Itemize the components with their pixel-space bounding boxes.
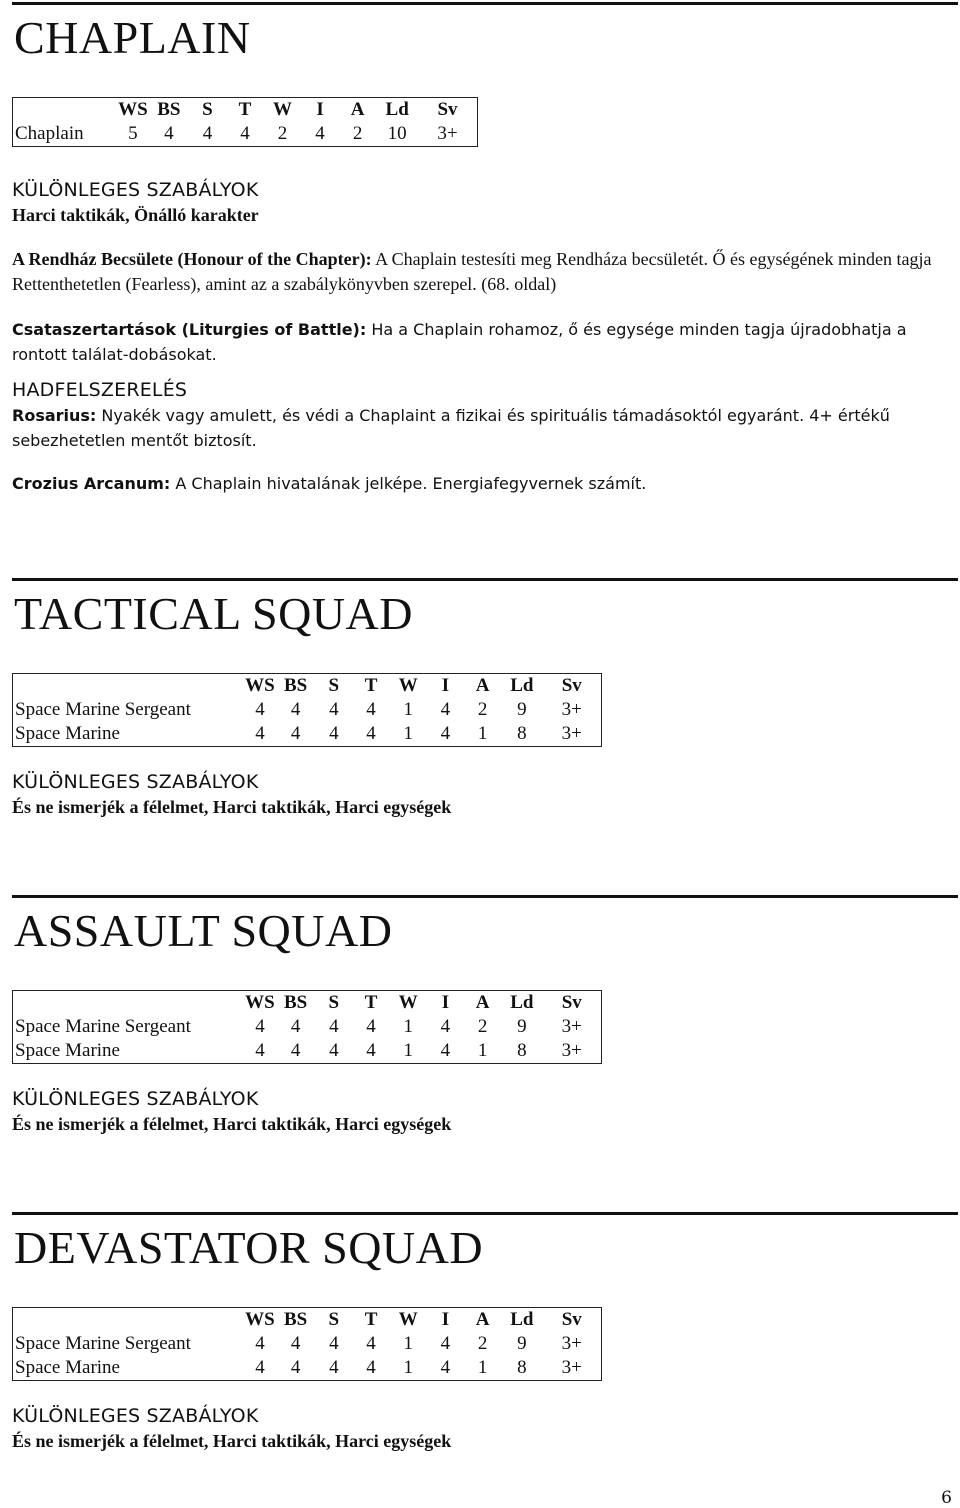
stat-w: 1 xyxy=(403,1040,413,1061)
stat-header-row xyxy=(13,1308,602,1333)
stat-s: 4 xyxy=(329,1333,339,1354)
stat-header-sv: Sv xyxy=(561,675,582,696)
stat-bs: 4 xyxy=(290,1040,301,1061)
unit-name: Space Marine Sergeant xyxy=(15,1333,191,1354)
stat-header-ld: Ld xyxy=(385,99,409,120)
stat-a: 2 xyxy=(352,123,363,144)
stat-header-bs: BS xyxy=(283,1309,308,1330)
stat-sv: 3+ xyxy=(561,1357,582,1378)
rosarius-rule xyxy=(12,403,958,453)
stat-ld: 8 xyxy=(517,1040,527,1061)
stat-s: 4 xyxy=(329,723,339,744)
table-row xyxy=(13,722,602,747)
special-rules-list: Harci taktikák, Önálló karakter xyxy=(12,205,259,225)
stat-header-ld: Ld xyxy=(510,675,534,696)
stat-w: 1 xyxy=(403,723,413,744)
rule-text: Nyakék vagy amulett, és védi a Chaplaint a fizikai és spirituális támadásoktól egyaránt. 4+ értékű sebezhetetlen mentőt biztosít. xyxy=(12,406,890,450)
stat-a: 2 xyxy=(477,1016,488,1037)
stat-header-a: A xyxy=(475,1309,490,1330)
stat-header-bs: BS xyxy=(157,99,181,120)
stat-header-i: I xyxy=(441,675,450,696)
stat-s: 4 xyxy=(329,699,339,720)
stat-t: 4 xyxy=(366,1333,376,1354)
stat-header-ws: WS xyxy=(245,992,275,1013)
stat-s: 4 xyxy=(329,1357,339,1378)
stat-header-w: W xyxy=(398,1309,418,1330)
stat-sv: 3+ xyxy=(561,1333,582,1354)
stat-header-sv: Sv xyxy=(437,99,458,120)
rule-text: Ha a Chaplain rohamoz, ő és egysége minden tagja újradobhatja a rontott találat-dobásokat. xyxy=(12,320,907,364)
stat-bs: 4 xyxy=(290,1016,301,1037)
stat-header-t: T xyxy=(364,992,378,1013)
stat-header-s: S xyxy=(328,1309,340,1330)
stat-header-bs: BS xyxy=(283,992,308,1013)
stat-t: 4 xyxy=(366,699,376,720)
stat-sv: 3+ xyxy=(561,1016,582,1037)
special-rules-heading: KÜLÖNLEGES SZABÁLYOK xyxy=(12,1088,259,1110)
table-row xyxy=(13,698,602,722)
liturgies-rule xyxy=(12,317,958,367)
stat-ld: 8 xyxy=(517,723,527,744)
unit-name: Space Marine xyxy=(15,1357,120,1378)
stat-w: 1 xyxy=(403,1357,413,1378)
stat-i: 4 xyxy=(440,699,451,720)
stat-a: 1 xyxy=(477,1357,488,1378)
stat-header-i: I xyxy=(441,992,450,1013)
stat-table xyxy=(12,1307,602,1381)
rule-text: A Chaplain testesíti meg Rendháza becsületét. Ő és egységének minden tagja Rettenthetetlen (Fearless), amint az a szabálykönyvben szerepel. (68. oldal) xyxy=(12,249,932,294)
stat-header-a: A xyxy=(475,992,490,1013)
stat-a: 1 xyxy=(477,1040,488,1061)
table-row xyxy=(13,1332,602,1356)
unit-name: Space Marine Sergeant xyxy=(15,699,191,720)
stat-header-t: T xyxy=(238,99,252,120)
unit-name: Space Marine Sergeant xyxy=(15,1016,191,1037)
stat-header-sv: Sv xyxy=(561,1309,582,1330)
special-rules-list: És ne ismerjék a félelmet, Harci taktikák, Harci egységek xyxy=(12,1431,452,1451)
special-rules-heading: KÜLÖNLEGES SZABÁLYOK xyxy=(12,771,259,793)
stat-header-a: A xyxy=(475,675,490,696)
stat-t: 4 xyxy=(366,1040,376,1061)
stat-header-s: S xyxy=(328,675,340,696)
stat-header-row xyxy=(13,674,602,699)
section-title: TACTICAL SQUAD xyxy=(12,578,958,637)
stat-i: 4 xyxy=(315,123,325,144)
stat-i: 4 xyxy=(440,1040,451,1061)
stat-ws: 4 xyxy=(255,699,265,720)
special-rules-heading: KÜLÖNLEGES SZABÁLYOK xyxy=(12,179,259,201)
stat-t: 4 xyxy=(366,723,376,744)
chaplain-section xyxy=(12,2,958,496)
rule-text: A Chaplain hivatalának jelképe. Energiafegyvernek számít. xyxy=(170,474,647,493)
stat-w: 1 xyxy=(403,699,413,720)
stat-bs: 4 xyxy=(290,723,301,744)
stat-a: 2 xyxy=(477,1333,488,1354)
unit-name: Chaplain xyxy=(15,123,84,144)
stat-ld: 10 xyxy=(387,123,407,144)
stat-sv: 3+ xyxy=(561,1040,582,1061)
unit-name: Space Marine xyxy=(15,1040,120,1061)
rule-label: Csataszertartások (Liturgies of Battle): xyxy=(12,320,367,339)
stat-header-a: A xyxy=(350,99,365,120)
stat-ws: 4 xyxy=(255,1357,265,1378)
stat-sv: 3+ xyxy=(561,723,582,744)
stat-t: 4 xyxy=(366,1357,376,1378)
stat-sv: 3+ xyxy=(437,123,458,144)
stat-header-ws: WS xyxy=(245,1309,275,1330)
table-row xyxy=(13,1356,602,1381)
stat-bs: 4 xyxy=(290,1333,301,1354)
stat-w: 2 xyxy=(277,123,288,144)
stat-header-s: S xyxy=(328,992,340,1013)
unit-name: Space Marine xyxy=(15,723,120,744)
table-row xyxy=(13,1015,602,1039)
stat-header-ws: WS xyxy=(245,675,275,696)
stat-i: 4 xyxy=(440,1357,451,1378)
special-rules-list: És ne ismerjék a félelmet, Harci taktikák, Harci egységek xyxy=(12,1114,452,1134)
stat-header-bs: BS xyxy=(283,675,308,696)
stat-ld: 9 xyxy=(517,1016,527,1037)
table-row xyxy=(13,122,478,147)
stat-table xyxy=(12,990,602,1064)
stat-t: 4 xyxy=(366,1016,376,1037)
stat-table xyxy=(12,97,478,147)
stat-header-ld: Ld xyxy=(510,992,534,1013)
stat-bs: 4 xyxy=(164,123,174,144)
stat-header-row xyxy=(13,991,602,1016)
rule-label: A Rendház Becsülete (Honour of the Chapter): xyxy=(12,249,372,269)
stat-s: 4 xyxy=(329,1040,339,1061)
stat-header-i: I xyxy=(316,99,324,120)
stat-bs: 4 xyxy=(290,1357,301,1378)
stat-ld: 9 xyxy=(517,699,527,720)
stat-a: 1 xyxy=(477,723,488,744)
stat-i: 4 xyxy=(440,1333,451,1354)
stat-s: 4 xyxy=(202,123,213,144)
assault-squad-section xyxy=(12,895,958,1136)
stat-i: 4 xyxy=(440,1016,451,1037)
tactical-squad-section xyxy=(12,578,958,819)
stat-ld: 9 xyxy=(517,1333,527,1354)
table-row xyxy=(13,1039,602,1064)
rule-label: Crozius Arcanum: xyxy=(12,474,171,493)
section-title: DEVASTATOR SQUAD xyxy=(12,1212,958,1271)
page-number: 6 xyxy=(941,1488,952,1508)
stat-s: 4 xyxy=(329,1016,339,1037)
stat-header-ws: WS xyxy=(118,99,148,120)
stat-sv: 3+ xyxy=(561,699,582,720)
rule-label: Rosarius: xyxy=(12,406,97,425)
stat-ld: 8 xyxy=(517,1357,527,1378)
stat-header-s: S xyxy=(202,99,213,120)
stat-header-row xyxy=(13,98,478,123)
stat-ws: 4 xyxy=(255,1016,265,1037)
special-rules-heading: KÜLÖNLEGES SZABÁLYOK xyxy=(12,1405,259,1427)
stat-w: 1 xyxy=(403,1333,413,1354)
stat-header-sv: Sv xyxy=(561,992,582,1013)
stat-header-t: T xyxy=(364,675,378,696)
stat-header-w: W xyxy=(398,675,418,696)
stat-i: 4 xyxy=(440,723,451,744)
stat-bs: 4 xyxy=(290,699,301,720)
stat-t: 4 xyxy=(240,123,250,144)
stat-table xyxy=(12,673,602,747)
stat-ws: 5 xyxy=(128,123,138,144)
stat-header-ld: Ld xyxy=(510,1309,534,1330)
stat-header-w: W xyxy=(273,99,292,120)
honour-rule xyxy=(12,247,958,297)
devastator-squad-section xyxy=(12,1212,958,1453)
stat-header-i: I xyxy=(441,1309,450,1330)
stat-header-w: W xyxy=(398,992,418,1013)
stat-ws: 4 xyxy=(255,1333,265,1354)
stat-w: 1 xyxy=(403,1016,413,1037)
section-title: CHAPLAIN xyxy=(12,2,958,61)
stat-a: 2 xyxy=(477,699,488,720)
wargear-heading: HADFELSZERELÉS xyxy=(12,379,188,401)
stat-ws: 4 xyxy=(255,723,265,744)
special-rules-list: És ne ismerjék a félelmet, Harci taktikák, Harci egységek xyxy=(12,797,452,817)
section-title: ASSAULT SQUAD xyxy=(12,895,958,954)
crozius-rule xyxy=(12,471,958,496)
stat-header-t: T xyxy=(364,1309,378,1330)
stat-ws: 4 xyxy=(255,1040,265,1061)
